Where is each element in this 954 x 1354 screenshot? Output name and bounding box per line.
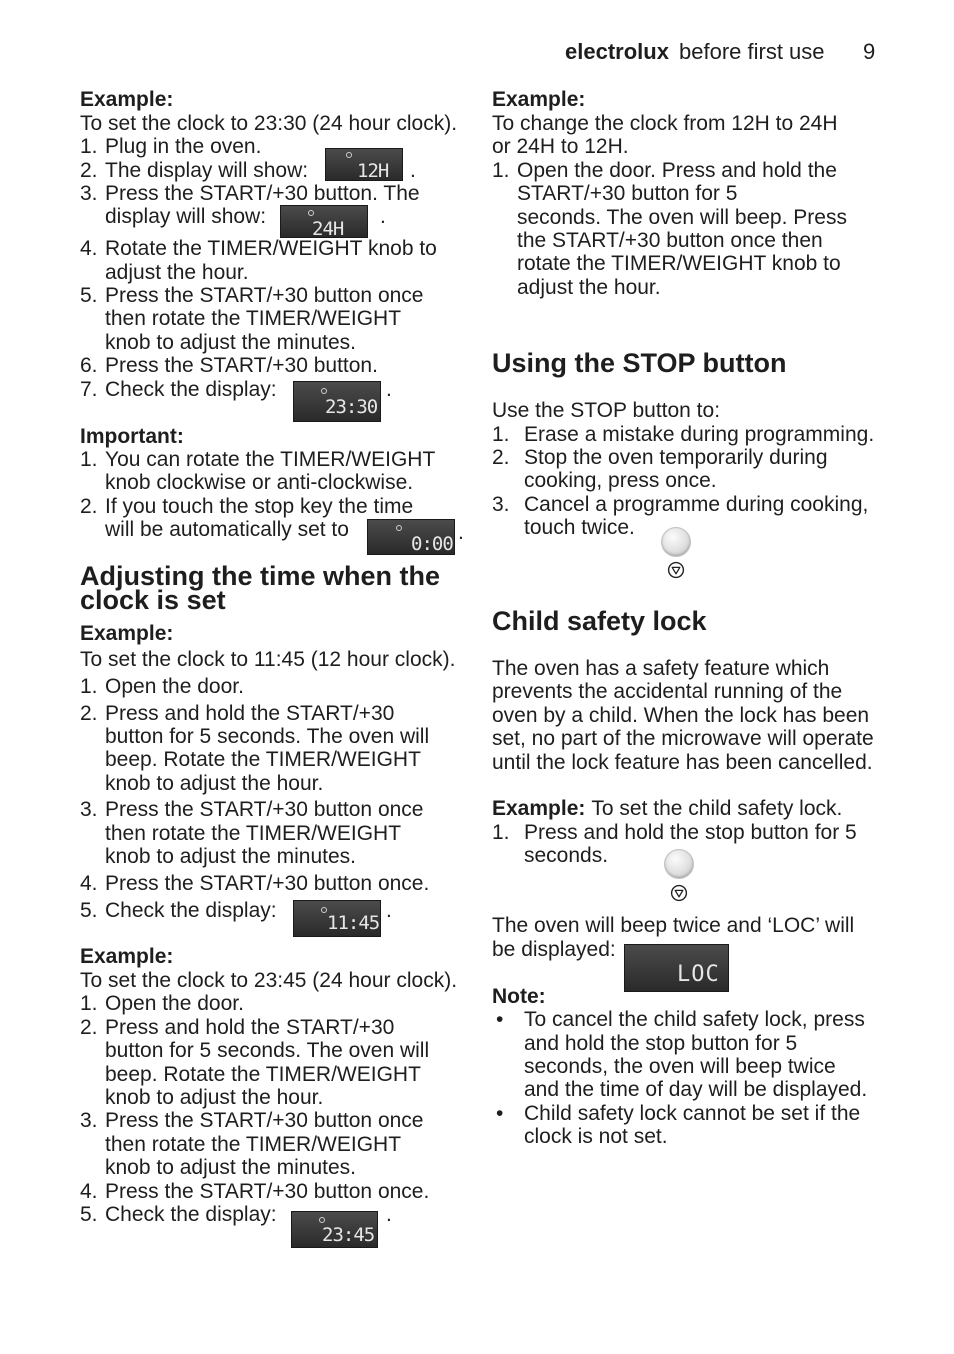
step-number: 4. (80, 872, 98, 895)
step-text: adjust the hour. (105, 261, 249, 284)
lcd-display (280, 205, 368, 238)
step-period: . (386, 1203, 392, 1226)
step-text: Open the door. Press and hold the (517, 159, 837, 182)
step-text: You can rotate the TIMER/WEIGHT (105, 448, 436, 471)
step-period: . (458, 521, 464, 544)
paragraph-line: oven by a child. When the lock has been (492, 704, 870, 727)
step-text: then rotate the TIMER/WEIGHT (105, 307, 402, 330)
paragraph-line: The oven will beep twice and ‘LOC’ will (492, 914, 855, 937)
lcd-value: LOC (677, 962, 720, 987)
paragraph-line: set, no part of the microwave will operate (492, 727, 874, 750)
step-number: 1. (80, 135, 98, 158)
step-text: Press and hold the stop button for 5 (524, 821, 857, 844)
section-heading: Child safety lock (492, 606, 707, 636)
step-number: 4. (80, 1180, 98, 1203)
step-text: touch twice. (524, 516, 635, 539)
example-intro: To set the clock to 11:45 (12 hour clock). (80, 648, 456, 671)
note-text: seconds, the oven will beep twice (524, 1055, 836, 1078)
step-number: 1. (492, 821, 510, 844)
step-number: 1. (492, 159, 510, 182)
step-number: 1. (80, 448, 98, 471)
note-text: clock is not set. (524, 1125, 668, 1148)
step-number: 2. (80, 495, 98, 518)
stop-icon (667, 561, 685, 579)
section-intro: Use the STOP button to: (492, 399, 721, 422)
paragraph-line: until the lock feature has been cancelled. (492, 751, 873, 774)
note-text: and hold the stop button for 5 (524, 1032, 798, 1055)
step-text: Check the display: (105, 1203, 277, 1226)
paragraph-line: be displayed: (492, 938, 616, 961)
step-text: Open the door. (105, 992, 244, 1015)
paragraph-line: prevents the accidental running of the (492, 680, 843, 703)
note-text: Child safety lock cannot be set if the (524, 1102, 861, 1125)
bullet: • (496, 1102, 504, 1125)
section-heading: clock is set (80, 585, 226, 615)
step-text: Plug in the oven. (105, 135, 262, 158)
brand-name: electrolux (565, 39, 669, 64)
step-text: If you touch the stop key the time (105, 495, 414, 518)
step-number: 1. (80, 675, 98, 698)
lcd-display (293, 381, 381, 422)
step-text: seconds. The oven will beep. Press (517, 206, 847, 229)
step-text: beep. Rotate the TIMER/WEIGHT (105, 1063, 421, 1086)
example-label: Example: (80, 622, 174, 645)
lcd-display (624, 944, 729, 992)
step-number: 2. (80, 702, 98, 725)
paragraph-line: The oven has a safety feature which (492, 657, 830, 680)
step-number: 3. (80, 182, 98, 205)
lcd-display (291, 1211, 378, 1248)
important-label: Important: (80, 425, 184, 448)
example-label: Example: (80, 88, 174, 111)
step-text: Open the door. (105, 675, 244, 698)
example-intro: To set the clock to 23:30 (24 hour clock). (80, 112, 458, 135)
section-title: before first use (679, 39, 825, 64)
step-text: knob to adjust the minutes. (105, 331, 356, 354)
step-number: 4. (80, 237, 98, 260)
step-text: knob to adjust the minutes. (105, 845, 356, 868)
example-intro: To change the clock from 12H to 24H (492, 112, 838, 135)
section-heading: Using the STOP button (492, 348, 787, 378)
step-number: 5. (80, 284, 98, 307)
step-number: 5. (80, 899, 98, 922)
display-indicator-icon (346, 152, 352, 158)
lcd-display (293, 900, 381, 937)
step-text: knob clockwise or anti-clockwise. (105, 471, 414, 494)
step-text: rotate the TIMER/WEIGHT knob to (517, 252, 841, 275)
step-text: START/+30 button for 5 (517, 182, 738, 205)
step-text: Erase a mistake during programming. (524, 423, 875, 446)
lcd-value: 23:30 (325, 396, 378, 418)
example-label: Example: (492, 88, 586, 111)
example-text: To set the child safety lock. (591, 797, 843, 820)
step-text: then rotate the TIMER/WEIGHT (105, 822, 402, 845)
step-text: Press and hold the START/+30 (105, 702, 395, 725)
lcd-display (367, 519, 455, 555)
step-text: Press the START/+30 button once (105, 1109, 424, 1132)
step-text: Press the START/+30 button once. (105, 872, 430, 895)
step-text: cooking, press once. (524, 469, 717, 492)
lcd-value: 11:45 (327, 912, 380, 934)
display-indicator-icon (321, 388, 327, 394)
step-text: Cancel a programme during cooking, (524, 493, 869, 516)
step-text: adjust the hour. (517, 276, 661, 299)
step-number: 2. (80, 159, 98, 182)
step-number: 2. (80, 1016, 98, 1039)
display-indicator-icon (308, 210, 314, 216)
step-number: 1. (492, 423, 510, 446)
lcd-value: 0:00 (411, 533, 453, 555)
step-text: knob to adjust the minutes. (105, 1156, 356, 1179)
example-label: Example: (80, 945, 174, 968)
step-text: Press the START/+30 button. The (105, 182, 420, 205)
note-label: Note: (492, 985, 546, 1008)
step-text: knob to adjust the hour. (105, 1086, 324, 1109)
step-text: then rotate the TIMER/WEIGHT (105, 1133, 402, 1156)
step-text: The display will show: (105, 159, 309, 182)
note-text: and the time of day will be displayed. (524, 1078, 868, 1101)
step-text: seconds. (524, 844, 609, 867)
step-text: Check the display: (105, 378, 277, 401)
step-number: 1. (80, 992, 98, 1015)
stop-button-image (661, 527, 691, 557)
step-number: 7. (80, 378, 98, 401)
lcd-value: 23:45 (322, 1224, 375, 1246)
step-text: will be automatically set to (105, 518, 349, 541)
step-number: 6. (80, 354, 98, 377)
section-heading: Adjusting the time when the (80, 561, 441, 591)
note-text: To cancel the child safety lock, press (524, 1008, 865, 1031)
step-text: Rotate the TIMER/WEIGHT knob to (105, 237, 437, 260)
step-text: Check the display: (105, 899, 277, 922)
step-period: . (410, 159, 416, 182)
step-text: knob to adjust the hour. (105, 772, 324, 795)
stop-button-image (664, 849, 694, 879)
step-text: button for 5 seconds. The oven will (105, 725, 430, 748)
step-text: beep. Rotate the TIMER/WEIGHT (105, 748, 421, 771)
step-text: display will show: (105, 205, 267, 228)
lcd-value: 12H (357, 160, 389, 182)
step-text: Press the START/+30 button once (105, 798, 424, 821)
display-indicator-icon (319, 1217, 325, 1223)
step-text: Press and hold the START/+30 (105, 1016, 395, 1039)
example-line (492, 797, 842, 821)
lcd-value: 24H (312, 218, 344, 240)
step-period: . (386, 378, 392, 401)
step-number: 5. (80, 1203, 98, 1226)
step-text: Press the START/+30 button once (105, 284, 424, 307)
step-text: Press the START/+30 button once. (105, 1180, 430, 1203)
step-number: 3. (80, 798, 98, 821)
step-text: Stop the oven temporarily during (524, 446, 828, 469)
step-text: button for 5 seconds. The oven will (105, 1039, 430, 1062)
step-number: 3. (80, 1109, 98, 1132)
step-period: . (386, 899, 392, 922)
page-number: 9 (863, 39, 876, 64)
step-number: 2. (492, 446, 510, 469)
bullet: • (496, 1008, 504, 1031)
example-label: Example: (492, 797, 586, 820)
example-intro: or 24H to 12H. (492, 135, 629, 158)
step-text: Press the START/+30 button. (105, 354, 378, 377)
step-number: 3. (492, 493, 510, 516)
display-indicator-icon (396, 525, 402, 531)
step-text: the START/+30 button once then (517, 229, 823, 252)
example-intro: To set the clock to 23:45 (24 hour clock). (80, 969, 458, 992)
step-period: . (380, 205, 386, 228)
lcd-display (325, 148, 403, 181)
stop-icon (670, 884, 688, 902)
